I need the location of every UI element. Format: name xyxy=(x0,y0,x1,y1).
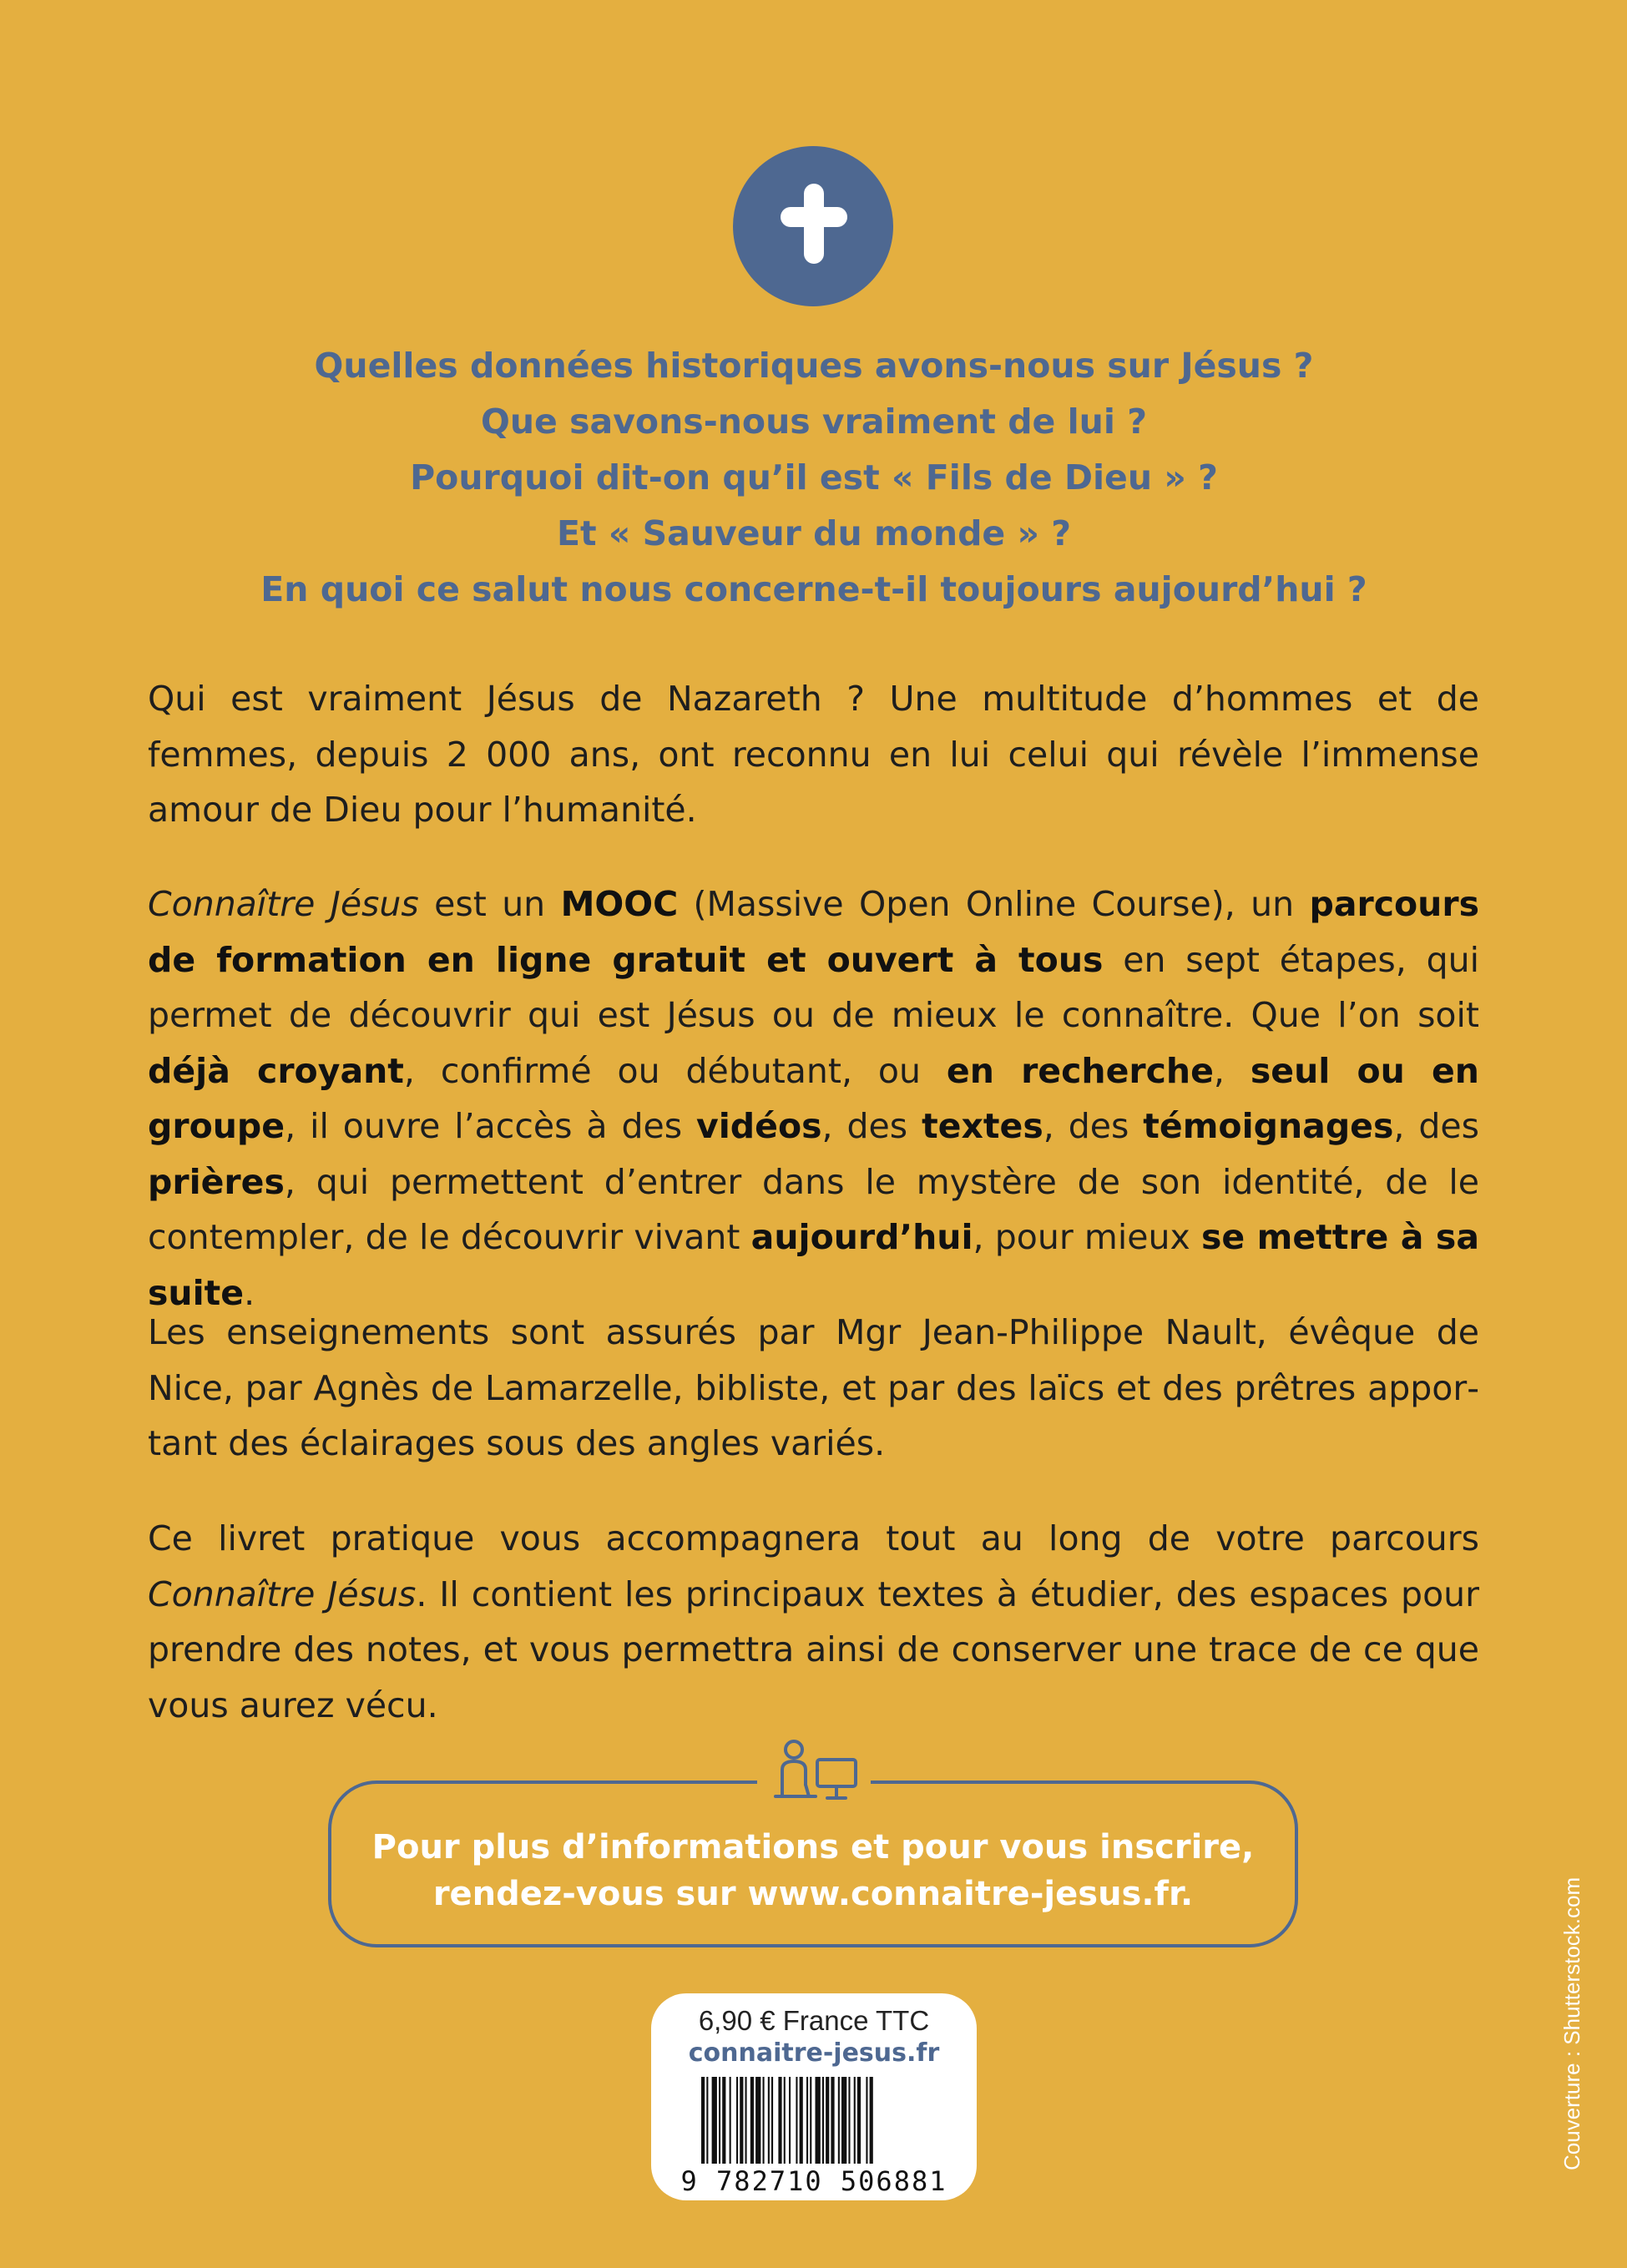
price-card xyxy=(651,1993,977,2200)
body-text: , il ouvre l’accès à des xyxy=(285,1106,697,1146)
barcode-bar xyxy=(730,2077,731,2164)
barcode-bar xyxy=(701,2077,705,2164)
body-text: Ce livret pratique vous accompagnera tout au long de votre parcours xyxy=(148,1518,1479,1558)
body-text: en sept étapes, qui permet de découvrir qui est Jésus ou de mieux le connaître. Que l’on soit xyxy=(148,939,1480,1035)
emphasis-text: prières xyxy=(148,1161,285,1202)
emphasis-text: se mettre à sa suite xyxy=(148,1217,1480,1313)
booklet-paragraph xyxy=(148,1511,1479,1733)
info-line: rendez-vous sur www.connaitre-jesus.fr. xyxy=(432,1875,1194,1913)
barcode-bar xyxy=(796,2077,797,2164)
title-text: Connaître Jésus xyxy=(148,884,419,924)
barcode-bar xyxy=(854,2077,856,2164)
barcode-bar xyxy=(866,2077,867,2164)
barcode-bar xyxy=(750,2077,754,2164)
barcode-bar xyxy=(810,2077,811,2164)
barcode-bar xyxy=(857,2077,861,2164)
teachers-paragraph: Les enseignements sont assurés par Mgr Jean-Philippe Nault, évêque de Nice, par Agnès de Lamarzelle, bibliste, et par des laïcs et des prêtres apportant des éclairages sous des angles variés. xyxy=(148,1312,1479,1463)
barcode-bar xyxy=(822,2077,824,2164)
intro-paragraph: Qui est vraiment Jésus de Nazareth ? Une multitude d’hommes et de femmes, depuis 2 000 ans, ont reconnu en lui celui qui révèle l’immense amour de Dieu pour l’humanité. xyxy=(148,679,1479,830)
barcode-bar xyxy=(706,2077,708,2164)
question-line: Et « Sauveur du monde » ? xyxy=(556,513,1072,553)
body-text: , confirmé ou débutant, ou xyxy=(403,1050,947,1091)
info-icon-holder xyxy=(757,1735,871,1818)
emphasis-text: témoignages xyxy=(1143,1106,1394,1146)
question-line: En quoi ce salut nous concerne-t-il toujours aujourd’hui ? xyxy=(260,569,1367,609)
emphasis-text: en recherche xyxy=(946,1050,1214,1091)
body-text: (Massive Open Online Course), un xyxy=(678,884,1310,924)
barcode-bar xyxy=(800,2077,803,2164)
barcode-bar xyxy=(841,2077,846,2164)
emphasis-text: textes xyxy=(922,1106,1043,1146)
barcode-bar xyxy=(826,2077,829,2164)
body-text: . xyxy=(244,1272,255,1313)
person-at-computer-icon xyxy=(757,1735,871,1818)
barcode-bar xyxy=(712,2077,717,2164)
cross-icon xyxy=(733,146,893,306)
barcode-bar xyxy=(722,2077,725,2164)
barcode-bar xyxy=(740,2077,743,2164)
questions-block xyxy=(125,338,1503,618)
site-label: connaitre-jesus.fr xyxy=(688,2038,940,2068)
question-line: Quelles données historiques avons-nous sur Jésus ? xyxy=(314,346,1314,386)
emphasis-text: aujourd’hui xyxy=(750,1217,973,1257)
body-text: . Il contient les principaux textes à étudier, des espaces pour prendre des notes, et vous permettra ainsi de conserver une trace de ce que vous aurez vécu. xyxy=(148,1573,1479,1725)
barcode-bar xyxy=(768,2077,770,2164)
barcode-bar xyxy=(816,2077,821,2164)
body-text: est un xyxy=(418,884,561,924)
barcode-bar xyxy=(789,2077,791,2164)
barcode-bar xyxy=(870,2077,873,2164)
cross-badge xyxy=(733,146,893,306)
price-label: 6,90 € France TTC xyxy=(698,2005,930,2036)
barcode xyxy=(701,2077,927,2164)
emphasis-text: parcours de formation en ligne gratuit et ouvert à tous xyxy=(148,884,1479,980)
body-text: , des xyxy=(821,1106,922,1146)
barcode-bar xyxy=(745,2077,747,2164)
barcode-bar xyxy=(848,2077,850,2164)
mooc-paragraph xyxy=(148,876,1479,1321)
info-line: Pour plus d’informations et pour vous inscrire, xyxy=(371,1828,1255,1866)
barcode-bar xyxy=(763,2077,765,2164)
title-text: Connaître Jésus xyxy=(148,1573,417,1614)
barcode-bar xyxy=(771,2077,773,2164)
emphasis-text: déjà croyant xyxy=(148,1050,404,1091)
emphasis-text: vidéos xyxy=(696,1106,822,1146)
question-line: Pourquoi dit-on qu’il est « Fils de Dieu » ? xyxy=(410,457,1218,498)
emphasis-text: seul ou en groupe xyxy=(148,1050,1479,1146)
body-text: , qui permettent d’entrer dans le mystère de son identité, de le contempler, de le découvrir vivant xyxy=(148,1161,1479,1257)
isbn-number: 9 782710 506881 xyxy=(680,2165,947,2197)
barcode-bar xyxy=(831,2077,834,2164)
barcode-bar xyxy=(784,2077,786,2164)
emphasis-text: MOOC xyxy=(560,884,679,924)
barcode-bar xyxy=(719,2077,720,2164)
body-text: , des xyxy=(1393,1106,1479,1146)
barcode-bar xyxy=(736,2077,738,2164)
question-line: Que savons-nous vraiment de lui ? xyxy=(481,402,1147,442)
photo-credit: Couverture : Shutterstock.com xyxy=(1559,1877,1584,2170)
barcode-bar xyxy=(806,2077,808,2164)
barcode-bar xyxy=(755,2077,760,2164)
body-text: , pour mieux xyxy=(973,1217,1201,1257)
barcode-bar xyxy=(838,2077,840,2164)
body-text: , xyxy=(1213,1050,1251,1091)
body-text: , des xyxy=(1043,1106,1144,1146)
barcode-bar xyxy=(778,2077,781,2164)
info-text xyxy=(328,1824,1298,1917)
